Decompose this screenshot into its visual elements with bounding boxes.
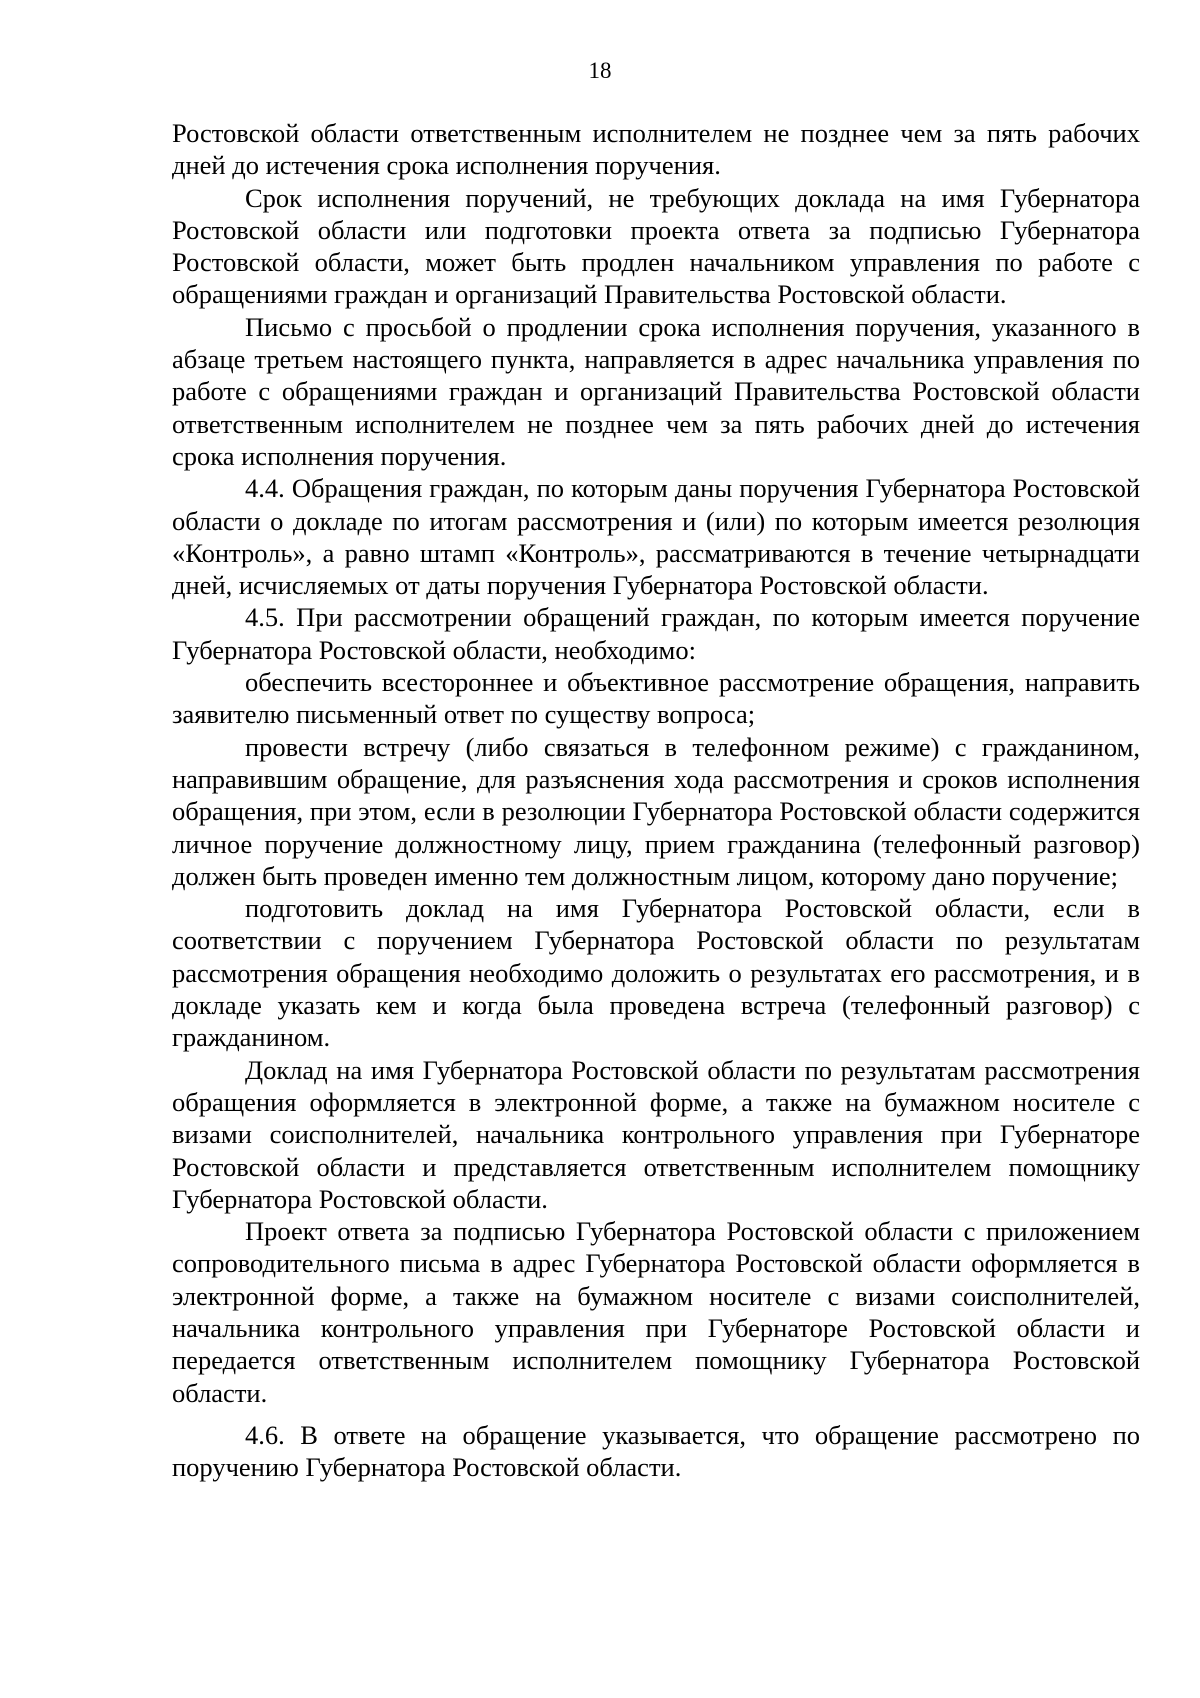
- paragraph-continuation: Ростовской области ответственным исполнителем не позднее чем за пять рабочих дней до истечения срока исполнения поручения.: [172, 118, 1140, 181]
- list-item-meet-citizen: провести встречу (либо связаться в телефонном режиме) с гражданином, направившим обращение, для разъяснения хода рассмотрения и сроков исполнения обращения, при этом, если в резолюции Губернатора Ростовской области содержится личное поручение должностному лицу, прием гражданина (телефонный разговор) должен быть проведен именно тем должностным лицом, которому дано поручение;: [172, 731, 1140, 891]
- paragraph-4-4: 4.4. Обращения граждан, по которым даны поручения Губернатора Ростовской области о докладе по итогам рассмотрения и (или) по которым имеется резолюция «Контроль», а равно штамп «Контроль», рассматриваются в течение четырнадцати дней, исчисляемых от даты поручения Губернатора Ростовской области.: [172, 473, 1140, 601]
- paragraph-extension-letter: Письмо с просьбой о продлении срока исполнения поручения, указанного в абзаце третьем настоящего пункта, направляется в адрес начальника управления по работе с обращениями граждан и организаций Правительства Ростовской области ответственным исполнителем не позднее чем за пять рабочих дней до истечения срока исполнения поручения.: [172, 311, 1140, 471]
- paragraph-4-6: 4.6. В ответе на обращение указывается, что обращение рассмотрено по поручению Губернатора Ростовской области.: [172, 1419, 1140, 1483]
- document-body: [172, 117, 1140, 1483]
- list-item-prepare-report: подготовить доклад на имя Губернатора Ростовской области, если в соответствии с поручением Губернатора Ростовской области по результатам рассмотрения обращения необходимо доложить о результатах его рассмотрения, и в докладе указать кем и когда была проведена встреча (телефонный разговор) с гражданином.: [172, 893, 1140, 1053]
- paragraph-4-5: 4.5. При рассмотрении обращений граждан, по которым имеется поручение Губернатора Ростовской области, необходимо:: [172, 602, 1140, 665]
- paragraph-report-format: Доклад на имя Губернатора Ростовской области по результатам рассмотрения обращения оформляется в электронной форме, а также на бумажном носителе с визами соисполнителей, начальника контрольного управления при Губернаторе Ростовской области и представляется ответственным исполнителем помощнику Губернатора Ростовской области.: [172, 1054, 1140, 1214]
- page-number: 18: [588, 58, 612, 83]
- paragraph-extension-deadline: Срок исполнения поручений, не требующих доклада на имя Губернатора Ростовской области или подготовки проекта ответа за подписью Губернатора Ростовской области, может быть продлен начальником управления по работе с обращениями граждан и организаций Правительства Ростовской области.: [172, 182, 1140, 310]
- list-item-ensure-review: обеспечить всестороннее и объективное рассмотрение обращения, направить заявителю письменный ответ по существу вопроса;: [172, 667, 1140, 730]
- paragraph-draft-response: Проект ответа за подписью Губернатора Ростовской области с приложением сопроводительного письма в адрес Губернатора Ростовской области оформляется в электронной форме, а также на бумажном носителе с визами соисполнителей, начальника контрольного управления при Губернаторе Ростовской области и передается ответственным исполнителем помощнику Губернатора Ростовской области.: [172, 1216, 1140, 1408]
